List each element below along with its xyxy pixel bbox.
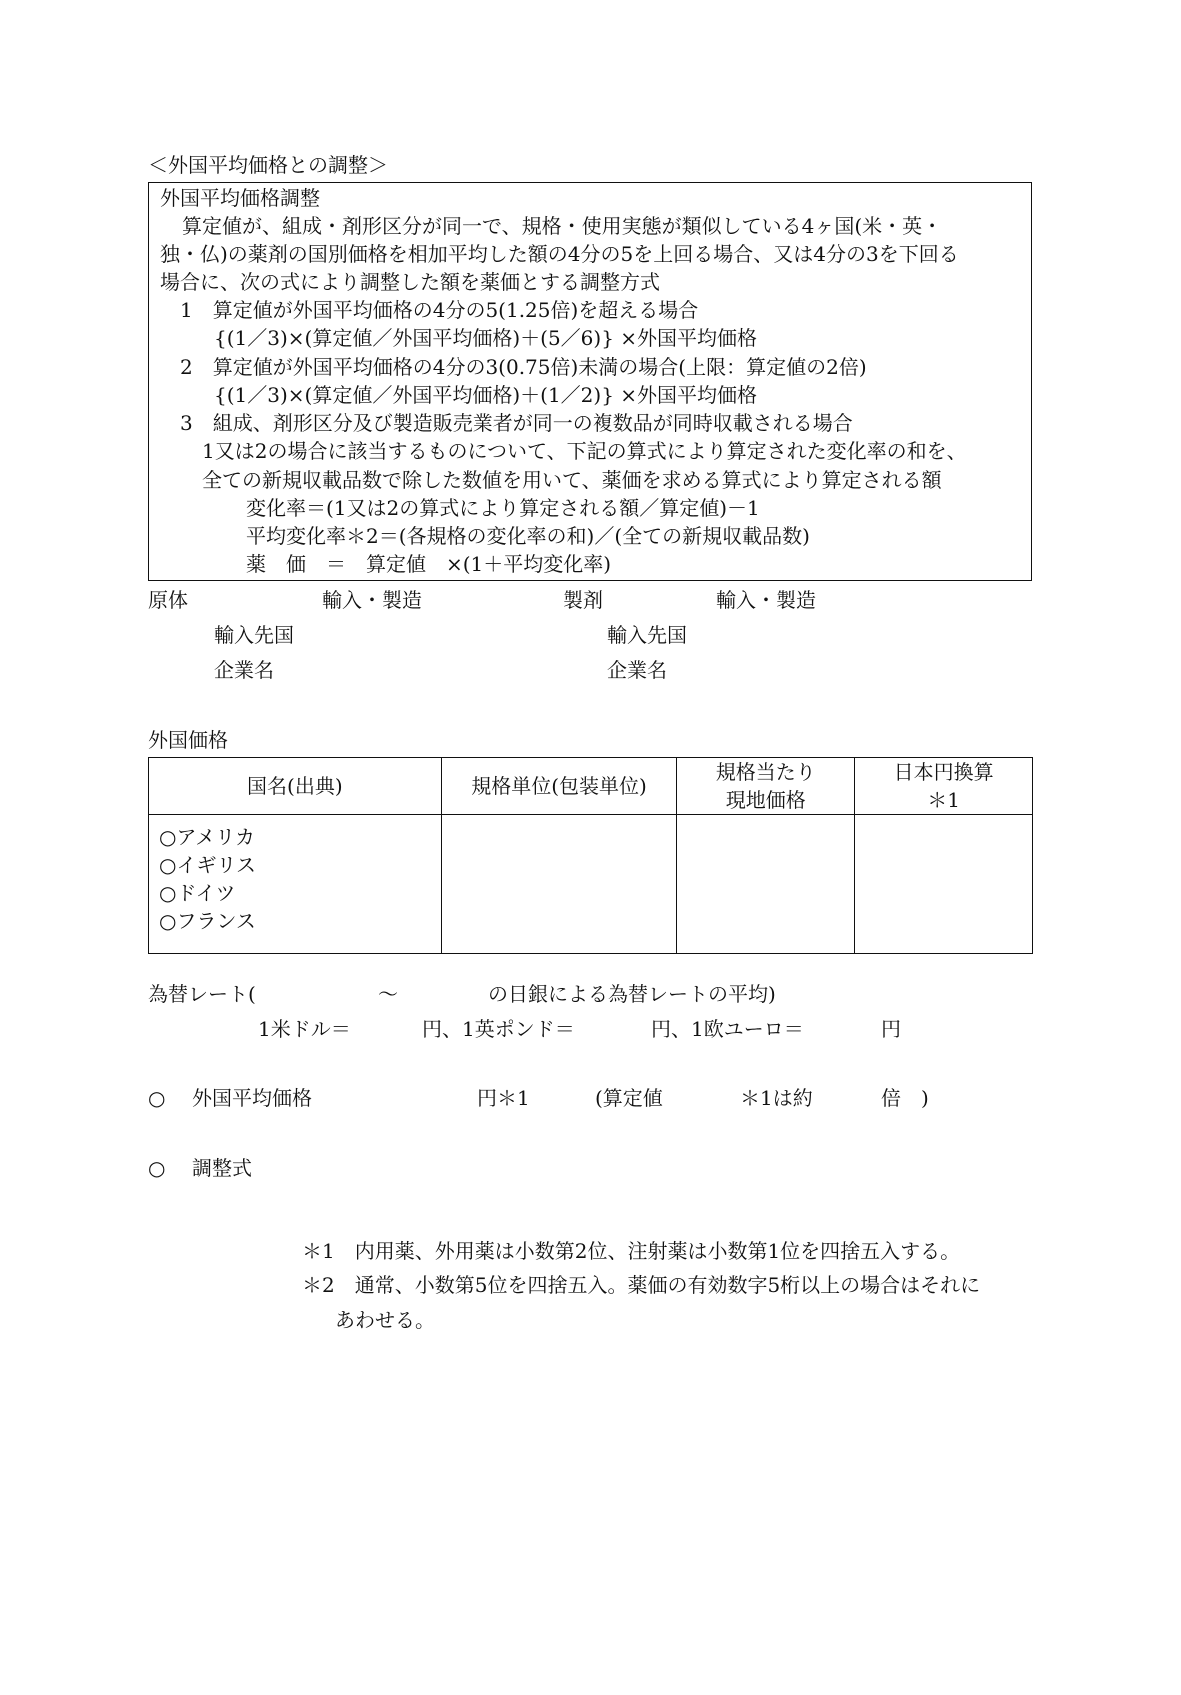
box-item-1: 1 算定値が外国平均価格の4分の5(1.25倍)を超える場合 (180, 298, 699, 322)
box-title: 外国平均価格調整 (160, 186, 320, 210)
header-unit: 規格単位(包装単位) (441, 758, 677, 815)
unit-cell (441, 815, 677, 954)
box-item-2-formula: {(1／3)×(算定値／外国平均価格)＋(1／2)} ×外国平均価格 (214, 383, 758, 407)
header-yen-line-2: ＊1 (927, 788, 960, 812)
box-intro-line-2: 独・仏)の薬剤の国別価格を相加平均した額の4分の5を上回る場合、又は4分の3を下回る (160, 242, 959, 266)
prep-company: 企業名 (607, 658, 667, 682)
avg-price-yen: 円＊1 (477, 1086, 530, 1110)
foreign-price-table (148, 757, 1033, 954)
rate-gbp: 円、1英ポンド＝ (422, 1017, 575, 1041)
local-price-cell (677, 815, 855, 954)
note-2: ＊2 通常、小数第5位を四捨五入。薬価の有効数字5桁以上の場合はそれに (302, 1273, 981, 1297)
exchange-tilde: ～ (378, 982, 398, 1006)
note-1: ＊1 内用薬、外用薬は小数第2位、注射薬は小数第1位を四捨五入する。 (302, 1239, 961, 1263)
bulk-company: 企業名 (214, 658, 274, 682)
box-item-3: 3 組成、剤形区分及び製造販売業者が同一の複数品が同時収載される場合 (180, 411, 853, 435)
avg-price-calc: (算定値 (595, 1086, 663, 1110)
box-intro-line-1: 算定値が、組成・剤形区分が同一で、規格・使用実態が類似している4ヶ国(米・英・ (182, 214, 943, 238)
country-germany: ○ドイツ (159, 881, 236, 905)
rate-yen-end: 円 (881, 1017, 901, 1041)
foreign-price-label: 外国価格 (148, 728, 228, 752)
country-uk: ○イギリス (159, 853, 257, 877)
country-usa: ○アメリカ (159, 825, 256, 849)
table-row (149, 815, 1033, 954)
section-heading: ＜外国平均価格との調整＞ (148, 153, 388, 177)
prep-import-country: 輸入先国 (607, 623, 687, 647)
avg-price-bullet: ○ (148, 1086, 166, 1110)
exchange-label: 為替レート( (148, 982, 256, 1006)
box-item-1-formula: {(1／3)×(算定値／外国平均価格)＋(5／6)} ×外国平均価格 (214, 326, 758, 350)
rate-eur: 円、1欧ユーロ＝ (651, 1017, 804, 1041)
header-local-price-line-1: 規格当たり (715, 760, 816, 784)
note-2-continued: あわせる。 (335, 1308, 435, 1332)
box-item-3-text-2: 全ての新規収載品数で除した数値を用いて、薬価を求める算式により算定される額 (202, 468, 942, 492)
prep-type: 輸入・製造 (716, 588, 816, 612)
avg-price-times: 倍 ) (881, 1086, 929, 1110)
prep-label: 製剤 (563, 588, 603, 612)
bulk-label: 原体 (148, 588, 188, 612)
adjust-label: 調整式 (192, 1156, 252, 1180)
avg-price-label: 外国平均価格 (192, 1086, 312, 1110)
formula-average-change: 平均変化率＊2＝(各規格の変化率の和)／(全ての新規収載品数) (246, 524, 810, 548)
formula-price: 薬 価 ＝ 算定値 ×(1＋平均変化率) (246, 552, 612, 576)
bulk-import-country: 輸入先国 (214, 623, 294, 647)
rate-usd: 1米ドル＝ (258, 1017, 351, 1041)
box-item-3-text-1: 1又は2の場合に該当するものについて、下記の算式により算定された変化率の和を、 (202, 439, 967, 463)
formula-change-rate: 変化率＝(1又は2の算式により算定される額／算定値)－1 (246, 496, 760, 520)
table-header-row (149, 758, 1033, 815)
header-local-price (677, 758, 855, 815)
header-yen (855, 758, 1033, 815)
box-item-2: 2 算定値が外国平均価格の4分の3(0.75倍)未満の場合(上限：算定値の2倍) (180, 355, 867, 379)
country-france: ○フランス (159, 909, 256, 933)
avg-price-ratio: ＊1は約 (740, 1086, 813, 1110)
adjust-bullet: ○ (148, 1156, 166, 1180)
header-country: 国名(出典) (149, 758, 442, 815)
exchange-suffix: の日銀による為替レートの平均) (488, 982, 776, 1006)
header-yen-line-1: 日本円換算 (893, 760, 994, 784)
box-intro-line-3: 場合に、次の式により調整した額を薬価とする調整方式 (160, 270, 660, 294)
country-list-cell (149, 815, 442, 954)
header-local-price-line-2: 現地価格 (725, 788, 806, 812)
yen-cell (855, 815, 1033, 954)
bulk-type: 輸入・製造 (322, 588, 422, 612)
